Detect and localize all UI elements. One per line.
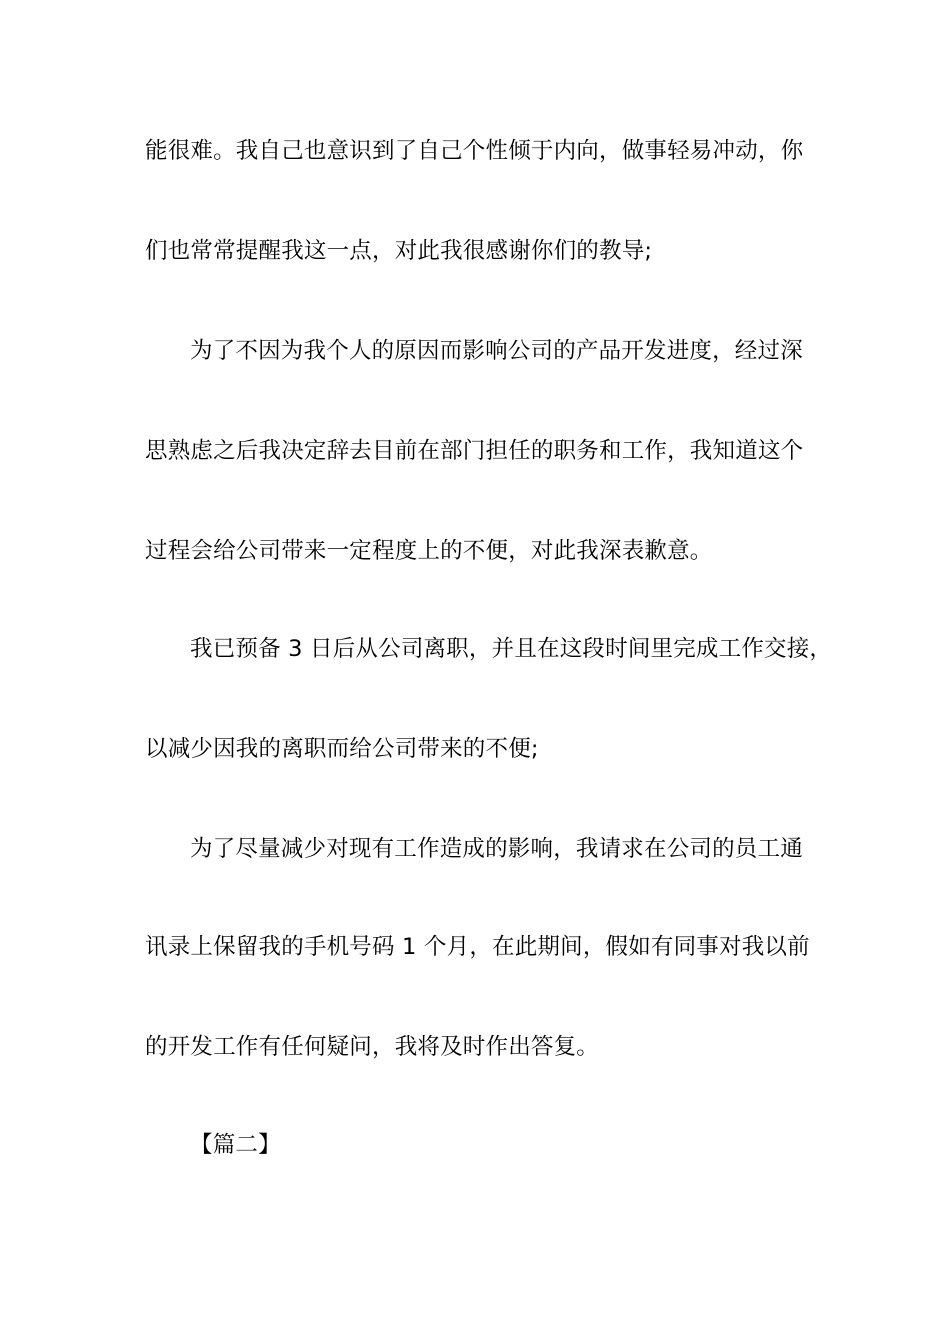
paragraph-line: 的开发工作有任何疑问，我将及时作出答复。 [145,1034,600,1060]
paragraph-line: 思熟虑之后我决定辞去目前在部门担任的职务和工作，我知道这个 [145,438,804,464]
paragraph-line: 能很难。我自己也意识到了自己个性倾于内向，做事轻易冲动，你 [145,138,804,164]
paragraph-line: 们也常常提醒我这一点，对此我很感谢你们的教导; [145,238,653,264]
paragraph-line: 为了尽量减少对现有工作造成的影响，我请求在公司的员工通 [190,836,803,862]
paragraph-line: 为了不因为我个人的原因而影响公司的产品开发进度，经过深 [190,338,803,364]
section-heading: 【篇二】 [190,1132,281,1158]
paragraph-line: 以减少因我的离职而给公司带来的不便; [145,736,539,762]
paragraph-line: 过程会给公司带来一定程度上的不便，对此我深表歉意。 [145,538,713,564]
paragraph-line: 我已预备 3 日后从公司离职，并且在这段时间里完成工作交接， [190,636,833,662]
paragraph-line: 讯录上保留我的手机号码 1 个月，在此期间，假如有同事对我以前 [145,934,810,960]
